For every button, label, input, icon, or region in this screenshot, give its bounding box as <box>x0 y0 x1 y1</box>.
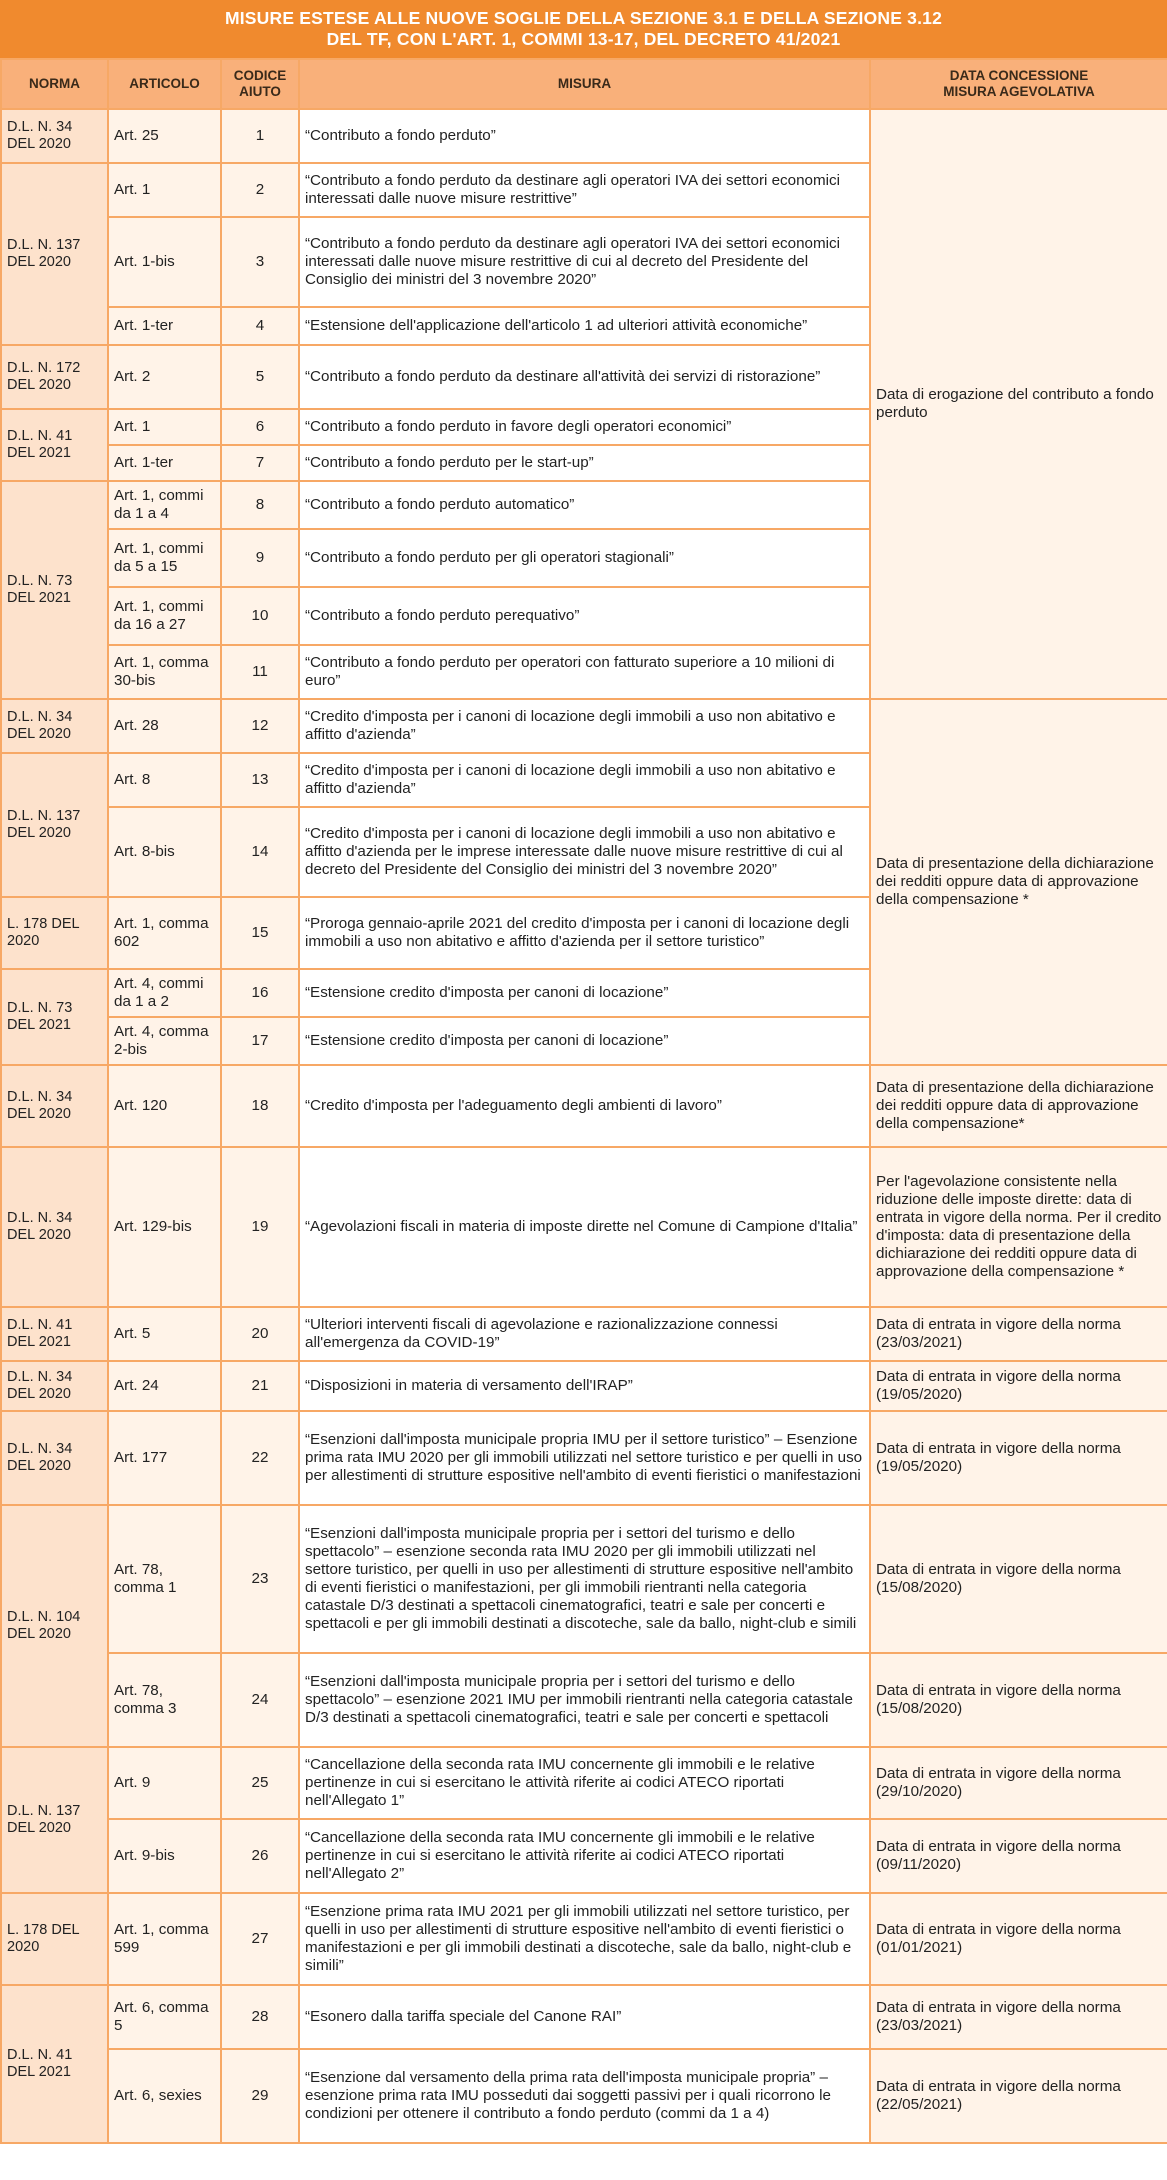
table-title-line-2: DEL TF, CON L'ART. 1, COMMI 13-17, DEL DECRETO 41/2021 <box>326 29 841 49</box>
codice-cell: 15 <box>221 897 299 969</box>
table-row <box>1 699 1167 753</box>
norma-cell: D.L. N. 34 DEL 2020 <box>1 1147 108 1307</box>
codice-cell: 18 <box>221 1065 299 1147</box>
articolo-cell: Art. 9-bis <box>108 1819 221 1893</box>
norma-cell: D.L. N. 34 DEL 2020 <box>1 1411 108 1505</box>
articolo-cell: Art. 6, comma 5 <box>108 1985 221 2049</box>
header-norma: NORMA <box>1 59 108 109</box>
misura-cell: “Ulteriori interventi fiscali di agevolazione e razionalizzazione connessi all'emergenza da COVID-19” <box>299 1307 870 1361</box>
table-row <box>1 109 1167 163</box>
codice-cell: 25 <box>221 1747 299 1819</box>
misura-cell: “Contributo a fondo perduto in favore degli operatori economici” <box>299 409 870 445</box>
norma-cell: D.L. N. 104 DEL 2020 <box>1 1505 108 1747</box>
data-concessione-cell: Data di entrata in vigore della norma (22/05/2021) <box>870 2049 1167 2143</box>
articolo-cell: Art. 1, comma 602 <box>108 897 221 969</box>
misura-cell: “Estensione dell'applicazione dell'articolo 1 ad ulteriori attività economiche” <box>299 307 870 345</box>
table-row <box>1 1893 1167 1985</box>
articolo-cell: Art. 1, commi da 16 a 27 <box>108 587 221 645</box>
table-row <box>1 1653 1167 1747</box>
table-row <box>1 1307 1167 1361</box>
codice-cell: 14 <box>221 807 299 897</box>
norma-cell: L. 178 DEL 2020 <box>1 1893 108 1985</box>
articolo-cell: Art. 1, comma 30-bis <box>108 645 221 699</box>
codice-cell: 10 <box>221 587 299 645</box>
articolo-cell: Art. 1 <box>108 163 221 217</box>
data-concessione-cell: Data di entrata in vigore della norma (23/03/2021) <box>870 1985 1167 2049</box>
data-concessione-cell: Per l'agevolazione consistente nella riduzione delle imposte dirette: data di entrata in vigore della norma. Per il credito d'imposta: data di presentazione della dichiarazione dei redditi oppure data di approvazione della compensazione * <box>870 1147 1167 1307</box>
header-data-line-2: MISURA AGEVOLATIVA <box>943 84 1095 99</box>
header-codice-line-2: AIUTO <box>239 84 281 99</box>
misura-cell: “Estensione credito d'imposta per canoni di locazione” <box>299 1017 870 1065</box>
misura-cell: “Esenzione prima rata IMU 2021 per gli immobili utilizzati nel settore turistico, per quelli in uso per allestimenti di strutture espositive nell'ambito di eventi fieristici o manifestazioni e per gli immobili destinati a discoteche, sale da ballo, night-club e simili” <box>299 1893 870 1985</box>
norma-cell: L. 178 DEL 2020 <box>1 897 108 969</box>
articolo-cell: Art. 9 <box>108 1747 221 1819</box>
misura-cell: “Contributo a fondo perduto per gli operatori stagionali” <box>299 529 870 587</box>
misura-cell: “Contributo a fondo perduto da destinare agli operatori IVA dei settori economici interessati dalle nuove misure restrittive” <box>299 163 870 217</box>
data-concessione-cell: Data di entrata in vigore della norma (01/01/2021) <box>870 1893 1167 1985</box>
misura-cell: “Proroga gennaio-aprile 2021 del credito d'imposta per i canoni di locazione degli immobili a uso non abitativo e affitto d'azienda per il settore turistico” <box>299 897 870 969</box>
header-data-line-1: DATA CONCESSIONE <box>949 68 1089 83</box>
header-row <box>1 59 1167 109</box>
norma-cell: D.L. N. 41 DEL 2021 <box>1 1307 108 1361</box>
articolo-cell: Art. 4, comma 2-bis <box>108 1017 221 1065</box>
misura-cell: “Cancellazione della seconda rata IMU concernente gli immobili e le relative pertinenze in cui si esercitano le attività riferite ai codici ATECO riportati nell'Allegato 1” <box>299 1747 870 1819</box>
misura-cell: “Esenzioni dall'imposta municipale propria per i settori del turismo e dello spettacolo” – esenzione seconda rata IMU 2020 per gli immobili utilizzati nel settore turistico, per quelli in uso per allestimenti di strutture espositive nell'ambito di eventi fieristici o manifestazioni, per gli immobili rientranti nella categoria catastale D/3 destinati a spettacoli cinematografici, teatri e sale per concerti e spettacoli e per gli immobili destinati a discoteche, sale da ballo, night-club e simili <box>299 1505 870 1653</box>
articolo-cell: Art. 28 <box>108 699 221 753</box>
misura-cell: “Estensione credito d'imposta per canoni di locazione” <box>299 969 870 1017</box>
data-concessione-cell: Data di entrata in vigore della norma (19/05/2020) <box>870 1411 1167 1505</box>
misura-cell: “Esonero dalla tariffa speciale del Canone RAI” <box>299 1985 870 2049</box>
articolo-cell: Art. 1-ter <box>108 307 221 345</box>
data-concessione-cell: Data di erogazione del contributo a fondo perduto <box>870 109 1167 699</box>
codice-cell: 13 <box>221 753 299 807</box>
norma-cell: D.L. N. 73 DEL 2021 <box>1 969 108 1065</box>
articolo-cell: Art. 5 <box>108 1307 221 1361</box>
articolo-cell: Art. 4, commi da 1 a 2 <box>108 969 221 1017</box>
codice-cell: 19 <box>221 1147 299 1307</box>
codice-cell: 11 <box>221 645 299 699</box>
norma-cell: D.L. N. 137 DEL 2020 <box>1 753 108 897</box>
articolo-cell: Art. 6, sexies <box>108 2049 221 2143</box>
misura-cell: “Contributo a fondo perduto da destinare agli operatori IVA dei settori economici interessati dalle nuove misure restrittive di cui al decreto del Presidente del Consiglio dei ministri del 3 novembre 2020” <box>299 217 870 307</box>
table-row <box>1 1147 1167 1307</box>
misura-cell: “Contributo a fondo perduto da destinare all'attività dei servizi di ristorazione” <box>299 345 870 409</box>
misura-cell: “Contributo a fondo perduto per operatori con fatturato superiore a 10 milioni di euro” <box>299 645 870 699</box>
header-data-concessione <box>870 59 1167 109</box>
data-concessione-cell: Data di entrata in vigore della norma (15/08/2020) <box>870 1505 1167 1653</box>
misura-cell: “Contributo a fondo perduto automatico” <box>299 481 870 529</box>
measures-table <box>0 58 1167 2144</box>
header-codice-aiuto <box>221 59 299 109</box>
data-concessione-cell: Data di presentazione della dichiarazione dei redditi oppure data di approvazione della compensazione * <box>870 699 1167 1065</box>
articolo-cell: Art. 25 <box>108 109 221 163</box>
codice-cell: 4 <box>221 307 299 345</box>
table-row <box>1 1505 1167 1653</box>
articolo-cell: Art. 24 <box>108 1361 221 1411</box>
data-concessione-cell: Data di presentazione della dichiarazione dei redditi oppure data di approvazione della compensazione* <box>870 1065 1167 1147</box>
codice-cell: 24 <box>221 1653 299 1747</box>
codice-cell: 20 <box>221 1307 299 1361</box>
articolo-cell: Art. 1, comma 599 <box>108 1893 221 1985</box>
codice-cell: 16 <box>221 969 299 1017</box>
table-row <box>1 1411 1167 1505</box>
misura-cell: “Esenzioni dall'imposta municipale propria IMU per il settore turistico” – Esenzione prima rata IMU 2020 per gli immobili utilizzati nel settore turistico e per quelli in uso per allestimenti di strutture espositive nell'ambito di eventi fieristici o manifestazioni <box>299 1411 870 1505</box>
articolo-cell: Art. 177 <box>108 1411 221 1505</box>
articolo-cell: Art. 78, comma 1 <box>108 1505 221 1653</box>
misura-cell: “Credito d'imposta per i canoni di locazione degli immobili a uso non abitativo e affitto d'azienda” <box>299 753 870 807</box>
table-row <box>1 2049 1167 2143</box>
data-concessione-cell: Data di entrata in vigore della norma (23/03/2021) <box>870 1307 1167 1361</box>
misura-cell: “Esenzioni dall'imposta municipale propria per i settori del turismo e dello spettacolo” – esenzione 2021 IMU per immobili rientranti nella categoria catastale D/3 destinati a spettacoli cinematografici, teatri e sale per concerti e spettacoli <box>299 1653 870 1747</box>
misura-cell: “Credito d'imposta per l'adeguamento degli ambienti di lavoro” <box>299 1065 870 1147</box>
misura-cell: “Credito d'imposta per i canoni di locazione degli immobili a uso non abitativo e affitto d'azienda” <box>299 699 870 753</box>
codice-cell: 12 <box>221 699 299 753</box>
articolo-cell: Art. 8-bis <box>108 807 221 897</box>
codice-cell: 7 <box>221 445 299 481</box>
misura-cell: “Contributo a fondo perduto perequativo” <box>299 587 870 645</box>
header-codice-line-1: CODICE <box>233 68 287 83</box>
codice-cell: 21 <box>221 1361 299 1411</box>
codice-cell: 23 <box>221 1505 299 1653</box>
codice-cell: 1 <box>221 109 299 163</box>
codice-cell: 28 <box>221 1985 299 2049</box>
articolo-cell: Art. 8 <box>108 753 221 807</box>
misura-cell: “Contributo a fondo perduto” <box>299 109 870 163</box>
articolo-cell: Art. 129-bis <box>108 1147 221 1307</box>
norma-cell: D.L. N. 34 DEL 2020 <box>1 699 108 753</box>
codice-cell: 2 <box>221 163 299 217</box>
misura-cell: “Credito d'imposta per i canoni di locazione degli immobili a uso non abitativo e affitto d'azienda per le imprese interessate dalle nuove misure restrittive di cui al decreto del Presidente del Consiglio dei ministri del 3 novembre 2020” <box>299 807 870 897</box>
codice-cell: 9 <box>221 529 299 587</box>
codice-cell: 22 <box>221 1411 299 1505</box>
codice-cell: 26 <box>221 1819 299 1893</box>
misura-cell: “Contributo a fondo perduto per le start-up” <box>299 445 870 481</box>
codice-cell: 8 <box>221 481 299 529</box>
codice-cell: 17 <box>221 1017 299 1065</box>
misura-cell: “Esenzione dal versamento della prima rata dell'imposta municipale propria” – esenzione prima rata IMU posseduti dai soggetti passivi per i quali ricorrono le condizioni per ottenere il contributo a fondo perduto (commi da 1 a 4) <box>299 2049 870 2143</box>
codice-cell: 3 <box>221 217 299 307</box>
data-concessione-cell: Data di entrata in vigore della norma (09/11/2020) <box>870 1819 1167 1893</box>
data-concessione-cell: Data di entrata in vigore della norma (29/10/2020) <box>870 1747 1167 1819</box>
norma-cell: D.L. N. 137 DEL 2020 <box>1 1747 108 1893</box>
articolo-cell: Art. 1, commi da 1 a 4 <box>108 481 221 529</box>
header-articolo: ARTICOLO <box>108 59 221 109</box>
data-concessione-cell: Data di entrata in vigore della norma (19/05/2020) <box>870 1361 1167 1411</box>
data-concessione-cell: Data di entrata in vigore della norma (15/08/2020) <box>870 1653 1167 1747</box>
articolo-cell: Art. 120 <box>108 1065 221 1147</box>
articolo-cell: Art. 1, commi da 5 a 15 <box>108 529 221 587</box>
norma-cell: D.L. N. 34 DEL 2020 <box>1 1361 108 1411</box>
table-row <box>1 1065 1167 1147</box>
table-row <box>1 1747 1167 1819</box>
norma-cell: D.L. N. 41 DEL 2021 <box>1 1985 108 2143</box>
norma-cell: D.L. N. 137 DEL 2020 <box>1 163 108 345</box>
misura-cell: “Agevolazioni fiscali in materia di imposte dirette nel Comune di Campione d'Italia” <box>299 1147 870 1307</box>
norma-cell: D.L. N. 34 DEL 2020 <box>1 109 108 163</box>
norma-cell: D.L. N. 34 DEL 2020 <box>1 1065 108 1147</box>
articolo-cell: Art. 1 <box>108 409 221 445</box>
header-misura: MISURA <box>299 59 870 109</box>
articolo-cell: Art. 78, comma 3 <box>108 1653 221 1747</box>
codice-cell: 29 <box>221 2049 299 2143</box>
table-row <box>1 1819 1167 1893</box>
norma-cell: D.L. N. 172 DEL 2020 <box>1 345 108 409</box>
codice-cell: 5 <box>221 345 299 409</box>
misura-cell: “Disposizioni in materia di versamento dell'IRAP” <box>299 1361 870 1411</box>
norma-cell: D.L. N. 41 DEL 2021 <box>1 409 108 481</box>
table-row <box>1 1985 1167 2049</box>
table-row <box>1 1361 1167 1411</box>
codice-cell: 27 <box>221 1893 299 1985</box>
table-title-line-1: MISURE ESTESE ALLE NUOVE SOGLIE DELLA SEZIONE 3.1 E DELLA SEZIONE 3.12 <box>224 8 943 28</box>
articolo-cell: Art. 1-bis <box>108 217 221 307</box>
norma-cell: D.L. N. 73 DEL 2021 <box>1 481 108 699</box>
table-title <box>0 0 1167 58</box>
misura-cell: “Cancellazione della seconda rata IMU concernente gli immobili e le relative pertinenze in cui si esercitano le attività riferite ai codici ATECO riportati nell'Allegato 2” <box>299 1819 870 1893</box>
articolo-cell: Art. 2 <box>108 345 221 409</box>
articolo-cell: Art. 1-ter <box>108 445 221 481</box>
codice-cell: 6 <box>221 409 299 445</box>
